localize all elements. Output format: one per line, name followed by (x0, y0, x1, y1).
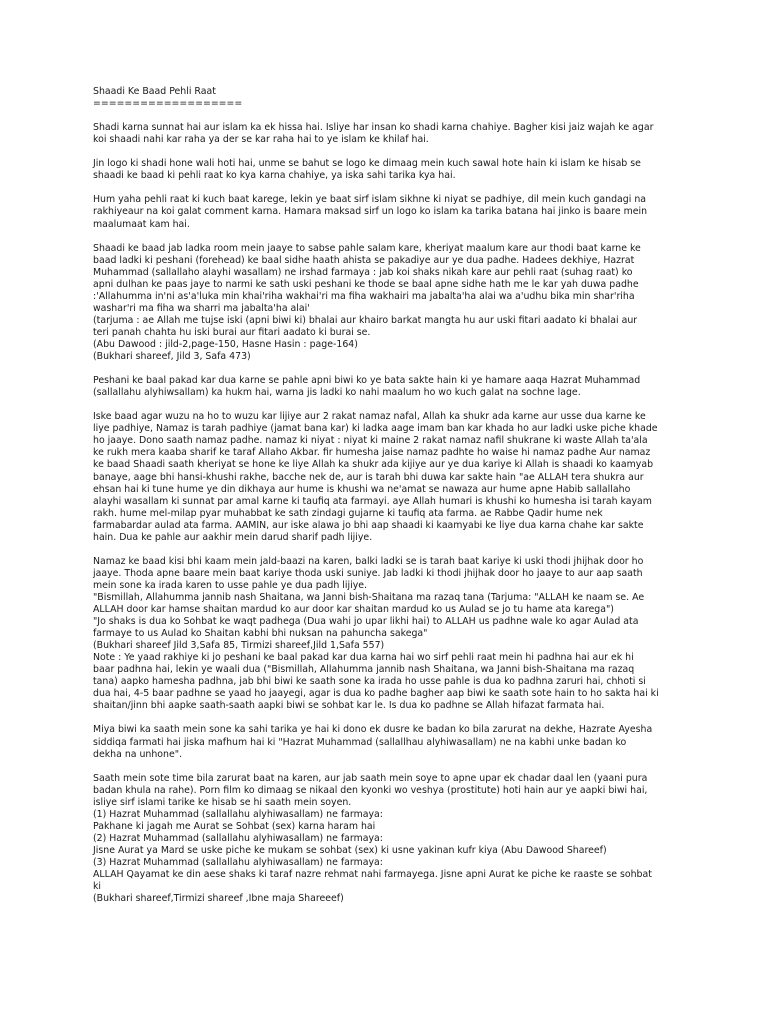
text-line: Namaz ke baad kisi bhi kaam mein jald-baazi na karen, balki ladki se is tarah baat kariye ki uski thodi jhijhak door ho (93, 555, 644, 567)
paragraph (93, 158, 693, 182)
text-line: dua hai, 4-5 baar padhne se yaad ho jaayegi, agar is dua ko padhe bagher aap biwi ke saath sote hain to ho sakta hai ki (93, 688, 659, 700)
text-line: badan khula na rahe). Porn film ko dimaag se nikaal den kyonki wo veshya (prostitute) hoti hain aur ye aapki biwi hai, (93, 784, 648, 796)
text-line: (sallallahu alyhiwsallam) ka hukm hai, warna jis ladki ko nahi maalum ho wo kuch galat na sochne lage. (93, 387, 581, 399)
text-line: Pakhane ki jagah me Aurat se Sohbat (sex) karna haram hai (93, 820, 376, 832)
text-line: (Abu Dawood : jild-2,page-150, Hasne Hasin : page-164) (93, 338, 358, 350)
text-line: rakhiyeaur na koi galat comment karna. Hamara maksad sirf un logo ko islam ka tarika batana hai jinko is baare mein (93, 206, 648, 218)
text-line: liye padhiye, Namaz is tarah padhiye (jamat bana kar) ki ladka aage imam ban kar khada ho aur ladki uske piche khade (93, 423, 658, 435)
text-line: ho jaaye. Dono saath namaz padhe. namaz ki niyat : niyat ki maine 2 rakat namaz nafil shukrane ki waste Allah ta'ala (93, 435, 648, 447)
text-line: Note : Ye yaad rakhiye ki jo peshani ke baal pakad kar dua karna hai wo sirf pehli raat mein hi padhna hai aur ek hi (93, 652, 634, 664)
paragraph (93, 194, 693, 230)
text-line: Jisne Aurat ya Mard se uske piche ke mukam se sohbat (sex) ki usne yakinan kufr kiya (Abu Dawood Shareef) (93, 844, 607, 856)
text-line: baad ladki ki peshani (forehead) ke baal sidhe haath ahista se pakadiye aur ye dua padhe. Hadees dekhiye, Hazrat (93, 254, 635, 266)
text-line: farmaye to us Aulad ko Shaitan kabhi bhi nuksan na pahuncha sakega" (93, 628, 428, 640)
text-line: Peshani ke baal pakad kar dua karne se pahle apni biwi ko ye bata sakte hain ki ye hamare aaqa Hazrat Muhammad (93, 375, 641, 387)
text-line: ehsan hai ki tune hume ye din dikhaya aur hume is khushi wa ne'amat se nawaza aur hume apne Habib sallallaho (93, 483, 631, 495)
text-line: isliye sirf islami tarike ke hisab se hi saath mein soyen. (93, 796, 352, 808)
text-line: tana) aapko hamesha padhna, jab bhi biwi ke saath sone ka irada ho usse pahle is dua ko padhna zaruri hai, chhoti si (93, 676, 646, 688)
title-block (93, 86, 693, 110)
text-line: "Jo shaks is dua ko Sohbat ke waqt padhega (Dua wahi jo upar likhi hai) to ALLAH us padhne wale ko agar Aulad ata (93, 616, 639, 628)
text-line: Hum yaha pehli raat ki kuch baat karege, lekin ye baat sirf islam sikhne ki niyat se padhiye, dil mein kuch gandagi na (93, 194, 647, 206)
text-line: shaadi ke baad ki pehli raat ko kya karna chahiye, ya iska sahi tarika kya hai. (93, 170, 456, 182)
text-line: Iske baad agar wuzu na ho to wuzu kar lijiye aur 2 rakat namaz nafal, Allah ka shukr ada karne aur usse dua karne ke (93, 411, 646, 423)
title-underline: =================== (93, 98, 243, 110)
text-line: shaitan/jinn bhi aapke saath-saath aapki biwi se sohbat kar le. Is dua ko padhne se Allah hifazat farmata hai. (93, 700, 605, 712)
text-line: washar'ri ma fiha wa sharri ma jabalta'ha alai' (93, 302, 310, 314)
text-line: Jin logo ki shadi hone wali hoti hai, unme se bahut se logo ke dimaag mein kuch sawal hote hain ki islam ke hisab se (93, 158, 641, 170)
text-line: teri panah chahta hu iski burai aur fitari aadato ki burai se. (93, 326, 371, 338)
text-line: ALLAH Qayamat ke din aese shaks ki taraf nazre rehmat nahi farmayega. Jisne apni Aurat ke piche ke raaste se sohbat (93, 869, 652, 881)
text-line: ke rukh mera kaaba sharif ke taraf Allaho Akbar. fir humesha jaise namaz padhte ho waise hi namaz padhe Aur namaz (93, 447, 651, 459)
paragraphs (93, 122, 693, 905)
paragraph (93, 411, 693, 544)
text-line: (Bukhari shareef,Tirmizi shareef ,Ibne maja Shareeef) (93, 893, 344, 905)
text-line: dekha na unhone". (93, 748, 183, 760)
paragraph (93, 375, 693, 399)
text-line: alayhi wasallam ki sunnat par amal karne ki taufiq ata farmayi. aye Allah humari is khushi ko humesha isi tarah kayam (93, 495, 652, 507)
text-line: ki (93, 881, 102, 893)
text-line: ke baad Shaadi saath kheriyat se hone ke liye Allah ka shukr ada kijiye aur ye dua kariye ki Allah is shaadi ko kaamyab (93, 459, 654, 471)
text-line: ALLAH door kar hamse shaitan mardud ko aur door kar shaitan mardud ko us Aulad se jo tu hame ata karega") (93, 604, 614, 616)
text-line: hain. Dua ke pahle aur aakhir mein darud sharif padh lijiye. (93, 531, 373, 543)
text-line: apni dulhan ke paas jaye to narmi ke sath uski peshani ke thode se baal apne sidhe hath me le kar yah duwa padhe (93, 278, 639, 290)
text-line: (2) Hazrat Muhammad (sallallahu alyhiwasallam) ne farmaya: (93, 832, 383, 844)
text-line: banaye, aage bhi hansi-khushi rakhe, bacche nek de, aur is tarah bhi duwa kar sakte hain "ae ALLAH tera shukra aur (93, 471, 644, 483)
text-line: (3) Hazrat Muhammad (sallallahu alyhiwasallam) ne farmaya: (93, 857, 383, 868)
document-body (93, 86, 693, 905)
paragraph (93, 773, 693, 906)
text-line: Saath mein sote time bila zarurat baat na karen, aur jab saath mein soye to apne upar ek chadar daal len (yaani pura (93, 772, 648, 784)
text-line: Muhammad (sallallaho alayhi wasallam) ne irshad farmaya : jab koi shaks nikah kare aur pehli raat (suhag raat) ko (93, 266, 633, 278)
text-line: :'Allahumma in'ni as'a'luka min khai'riha wakhai'ri ma fiha wakhairi ma jabalta'ha alai wa a'udhu bika min shar'riha (93, 290, 635, 302)
text-line: Shaadi ke baad jab ladka room mein jaaye to sabse pahle salam kare, kheriyat maalum kare aur thodi baat karne ke (93, 242, 641, 254)
text-line: (tarjuma : ae Allah me tujse iski (apni biwi ki) bhalai aur khairo barkat mangta hu aur uski fitari aadato ki bhalai aur (93, 314, 638, 326)
document-title: Shaadi Ke Baad Pehli Raat (93, 86, 216, 97)
text-line: jaaye. Thoda apne baare mein baat kariye thoda uski suniye. Jab ladki ki thodi jhijhak door ho jaaye to aur aap saath (93, 567, 643, 579)
text-line: maalumaat kam hai. (93, 218, 190, 230)
text-line: (1) Hazrat Muhammad (sallallahu alyhiwasallam) ne farmaya: (93, 808, 383, 820)
paragraph (93, 724, 693, 760)
text-line: (Bukhari shareef Jild 3,Safa 85, Tirmizi shareef,Jild 1,Safa 557) (93, 640, 385, 652)
paragraph (93, 556, 693, 713)
text-line: "Bismillah, Allahumma jannib nash Shaitana, wa Janni bish-Shaitana ma razaq tana (Tarjuma: "ALLAH ke naam se. Ae (93, 591, 645, 603)
paragraph (93, 122, 693, 146)
text-line: baar padhna hai, lekin ye waali dua ("Bismillah, Allahumma jannib nash Shaitana, wa Janni bish-Shaitana ma razaq (93, 664, 635, 676)
text-line: Miya biwi ka saath mein sone ka sahi tarika ye hai ki dono ek dusre ke badan ko bila zarurat na dekhe, Hazrate Ayesha (93, 724, 653, 736)
text-line: (Bukhari shareef, Jild 3, Safa 473) (93, 351, 251, 363)
text-line: siddiqa farmati hai jiska mafhum hai ki "Hazrat Muhammad (sallallhau alyhiwasallam) ne na kabhi unke badan ko (93, 736, 627, 748)
text-line: rakh. hume mel-milap pyar muhabbat ke sath zindagi gujarne ki taufiq ata farma. ae Rabbe Qadir hume nek (93, 507, 603, 519)
text-line: farmabardar aulad ata farma. AAMIN, aur iske alawa jo bhi aap shaadi ki kaamyabi ke liye dua karna chahe kar sakte (93, 519, 644, 531)
text-line: Shadi karna sunnat hai aur islam ka ek hissa hai. Isliye har insan ko shadi karna chahiye. Bagher kisi jaiz wajah ke agar (93, 122, 654, 134)
paragraph (93, 243, 693, 363)
text-line: koi shaadi nahi kar raha ya der se kar raha hai to ye islam ke khilaf hai. (93, 134, 429, 146)
text-line: mein sone ka irada karen to usse pahle ye dua padh lijiye. (93, 579, 367, 591)
